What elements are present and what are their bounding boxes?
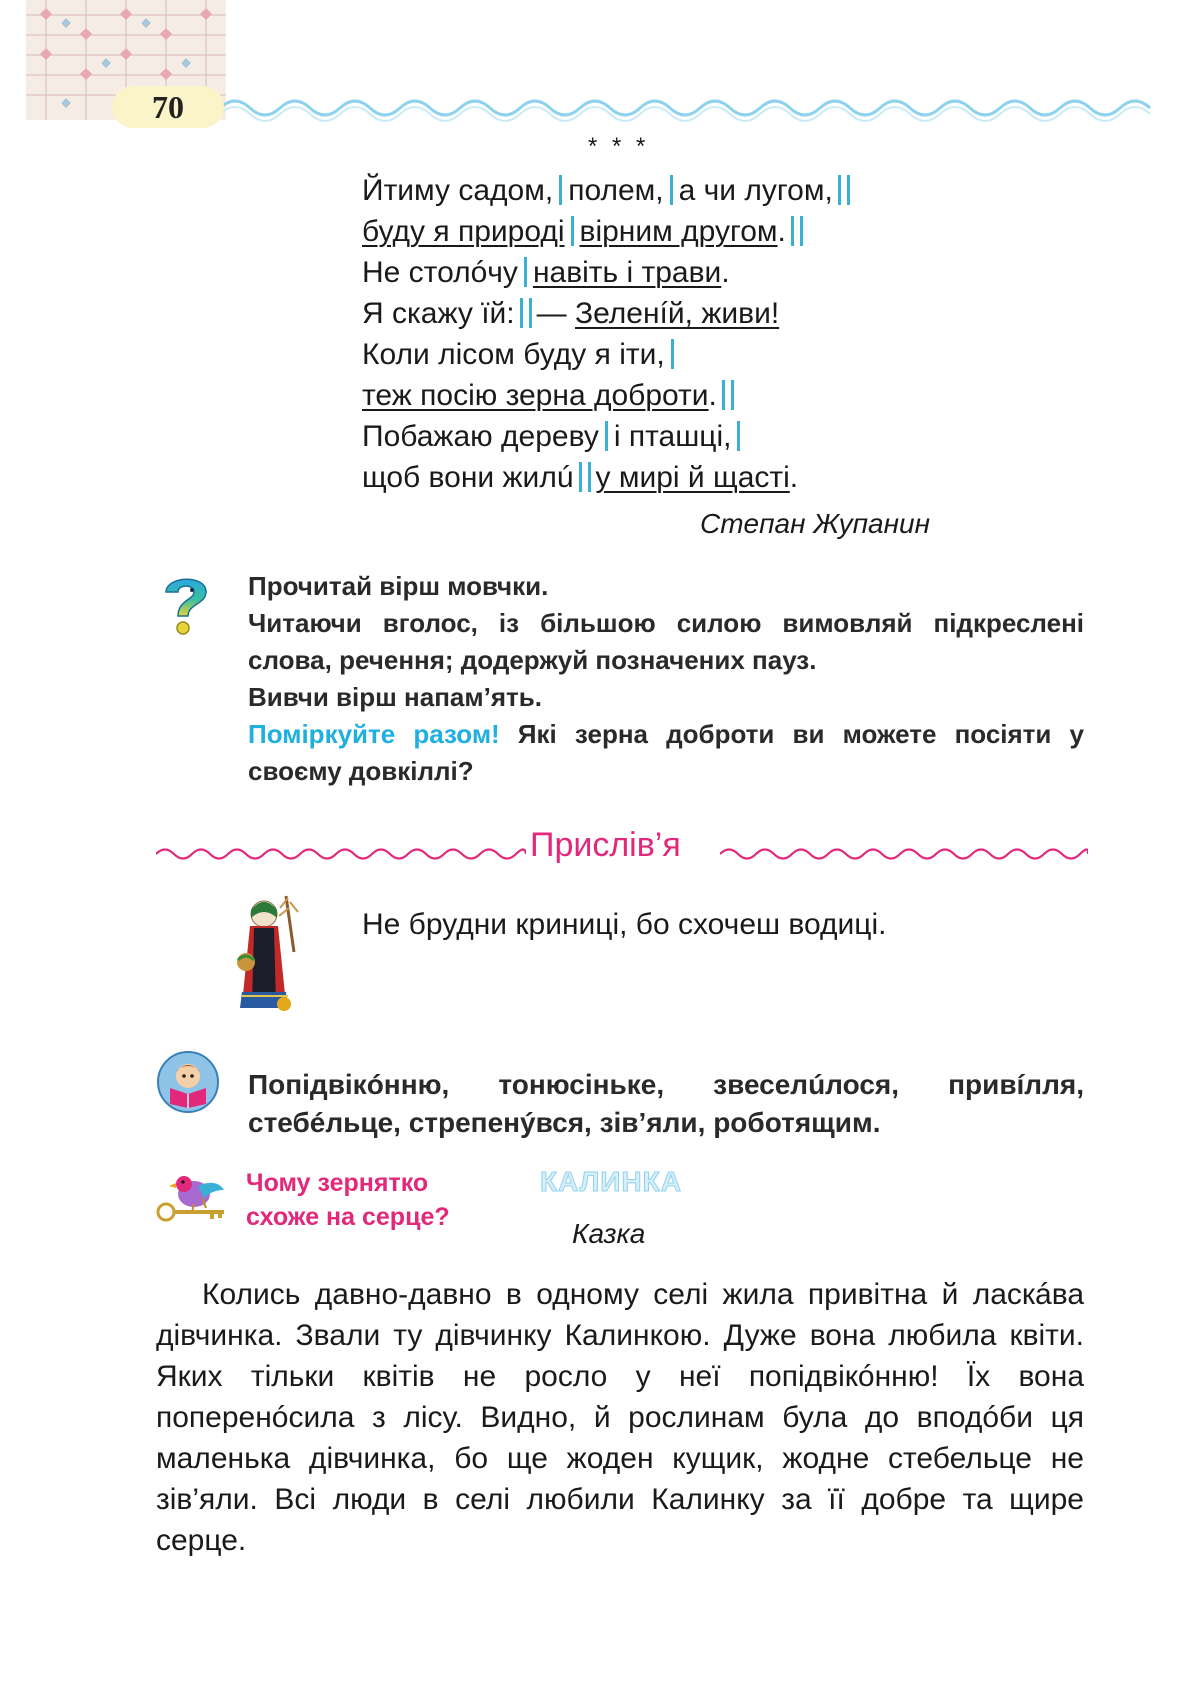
poem (362, 170, 855, 498)
question-mark-icon (156, 570, 216, 640)
poem-line: щоб вони жилú у мирі й щасті. (362, 461, 799, 494)
proverb-text: Не брудни криниці, бо схочеш водиці. (362, 908, 887, 941)
section-wave-right (720, 842, 1088, 866)
question-line: Читаючи вголос, із більшою силою вимовляй підкреслені слова, речення; додержуй позначених пауз. (248, 608, 1084, 675)
poem-asterisks: * * * (588, 133, 650, 160)
reading-child-icon (156, 1050, 220, 1114)
question-line: Вивчи вірш напам’ять. (248, 682, 542, 712)
proverbs-title: Прислів’я (530, 826, 681, 864)
poem-line: теж посію зерна доброти. (362, 375, 855, 416)
poem-line: буду я природі вірним другом. (362, 211, 855, 252)
motanka-doll-icon (232, 892, 302, 1022)
question-line: Поміркуйте разом! Які зерна доброти ви можете посіяти у своєму довкіллі? (248, 719, 1084, 786)
poem-line: Я скажу їй: — Зеленíй, живи! (362, 297, 780, 330)
story-genre: Казка (572, 1218, 646, 1249)
poem-line: Не столóчу навіть і трави. (362, 256, 730, 289)
poem-author: Степан Жупанин (700, 508, 931, 539)
story-text: Колись давно-давно в одному селі жила привітна й ласкáва дівчинка. Звали ту дівчинку Калинкою. Дуже вона любила квіти. Яких тільки квітів не росло у неї попідвікóнню! Їх вона поперенóсила з лісу. Видно, й рослинам була до вподóби ця маленька дівчинка, бо ще жоден кущик, жодне стебельце не зів’яли. Всі люди в селі любили Калинку за її добре та щире серце. (156, 1278, 1084, 1557)
page-number: 70 (112, 86, 224, 128)
questions (248, 568, 1084, 790)
section-wave-left (156, 842, 526, 866)
question-line: Прочитай вірш мовчки. (248, 571, 549, 601)
poem-line: Йтиму садом, полем, а чи лугом, (362, 170, 855, 211)
think-together-highlight: Поміркуйте разом! (248, 719, 500, 749)
story-title: КАЛИНКА (540, 1166, 682, 1197)
poem-line: Побажаю дереву і пташці, (362, 416, 855, 457)
bird-key-icon (154, 1168, 234, 1228)
reading-words-line2: стебéльце, стрепенýвся, зів’яли, роботящим. (248, 1107, 881, 1138)
story-question: Чому зернятко схоже на серце? (246, 1169, 450, 1231)
poem-line: Коли лісом буду я іти, (362, 334, 855, 375)
header-wave (220, 88, 1170, 128)
reading-words-line1: Попідвікóнню, тонюсінькe, звеселúлося, привíлля, (248, 1069, 1084, 1100)
